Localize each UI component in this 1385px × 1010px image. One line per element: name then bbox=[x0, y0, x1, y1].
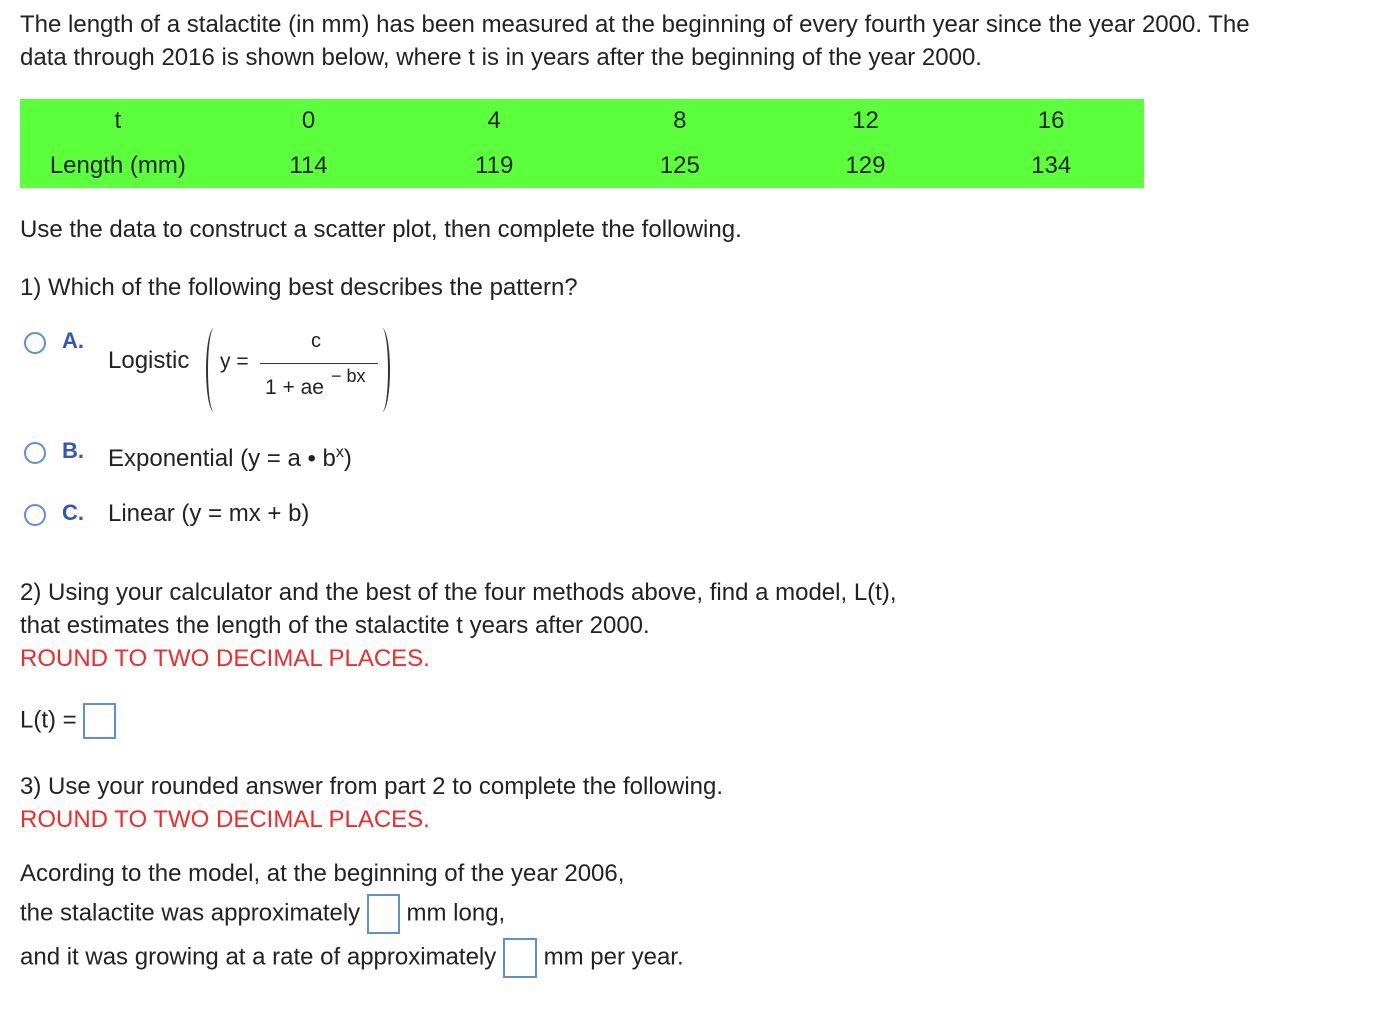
question-2-line-1: 2) Using your calculator and the best of the four methods above, find a model, L(t), bbox=[20, 579, 897, 606]
table-row-length bbox=[20, 144, 1144, 189]
rate-prefix: and it was growing at a rate of approximately bbox=[20, 943, 497, 971]
question-1-prompt: 1) Which of the following best describes the pattern? bbox=[20, 274, 578, 301]
option-a-label: Logistic bbox=[108, 347, 190, 374]
question-3 bbox=[20, 770, 723, 836]
option-b-letter: B. bbox=[62, 438, 84, 463]
length-answer-input[interactable] bbox=[367, 894, 400, 934]
question-2-round-note: ROUND TO TWO DECIMAL PLACES. bbox=[20, 645, 430, 672]
option-c-letter: C. bbox=[62, 500, 84, 525]
option-c-radio[interactable] bbox=[24, 504, 46, 526]
table-row-header: t bbox=[114, 107, 122, 135]
table-cell: 8 bbox=[673, 107, 687, 135]
intro-line-2: data through 2016 is shown below, where t is in years after the beginning of the year 2000. bbox=[20, 44, 982, 71]
table-cell: 119 bbox=[475, 151, 514, 179]
option-c[interactable] bbox=[24, 500, 444, 532]
option-b-label: Exponential (y = a • $b^x$) bbox=[108, 444, 352, 472]
rate-answer-input[interactable] bbox=[503, 938, 537, 978]
instruction-text: Use the data to construct a scatter plot, then complete the following. bbox=[20, 216, 742, 243]
table-cell: 129 bbox=[845, 151, 886, 179]
option-c-label: Linear (y = mx + b) bbox=[108, 500, 310, 527]
model-answer-input[interactable] bbox=[83, 703, 116, 739]
question-3-sentence-3 bbox=[20, 938, 684, 978]
question-3-sentence-2 bbox=[20, 894, 505, 934]
length-suffix: mm long, bbox=[406, 899, 506, 927]
option-a-letter: A. bbox=[62, 328, 84, 353]
model-answer-row bbox=[20, 703, 116, 739]
intro-line-1: The length of a stalactite (in mm) has been measured at the beginning of every fourth year since the year 2000. The bbox=[20, 11, 1250, 38]
formula-exponent: − bx bbox=[331, 366, 366, 386]
rate-suffix: mm per year. bbox=[543, 943, 684, 971]
table-cell: 114 bbox=[289, 151, 328, 179]
table-cell: 125 bbox=[659, 151, 700, 179]
table-cell: 4 bbox=[487, 107, 501, 135]
table-cell: 12 bbox=[852, 107, 879, 135]
table-row-t bbox=[20, 99, 1144, 144]
table-cell: 16 bbox=[1037, 107, 1065, 135]
question-3-sentence-1: Acording to the model, at the beginning of the year 2006, bbox=[20, 860, 625, 887]
right-paren bbox=[374, 328, 390, 412]
table-cell: 134 bbox=[1031, 151, 1072, 179]
question-2-line-2: that estimates the length of the stalactite t years after 2000. bbox=[20, 612, 650, 639]
question-3-round-note: ROUND TO TWO DECIMAL PLACES. bbox=[20, 806, 430, 833]
data-table bbox=[20, 99, 1144, 188]
option-b[interactable] bbox=[24, 440, 444, 476]
option-b-exponent: x bbox=[335, 444, 344, 461]
formula-y-equals: y = bbox=[220, 350, 249, 373]
question-2 bbox=[20, 576, 896, 675]
problem-intro bbox=[20, 8, 1370, 74]
option-b-radio[interactable] bbox=[24, 442, 46, 464]
formula-numerator: c bbox=[311, 330, 321, 352]
question-3-line-1: 3) Use your rounded answer from part 2 to complete the following. bbox=[20, 773, 724, 800]
option-a[interactable] bbox=[24, 328, 444, 418]
length-prefix: the stalactite was approximately bbox=[20, 899, 361, 927]
table-row-header: Length (mm) bbox=[49, 151, 186, 179]
table-cell: 0 bbox=[301, 107, 316, 135]
formula-denominator: 1 + ae bbox=[265, 376, 324, 399]
option-a-radio[interactable] bbox=[24, 332, 46, 354]
logistic-formula bbox=[108, 328, 428, 418]
fraction-bar bbox=[260, 363, 378, 364]
model-answer-label: L(t) = bbox=[20, 706, 77, 734]
